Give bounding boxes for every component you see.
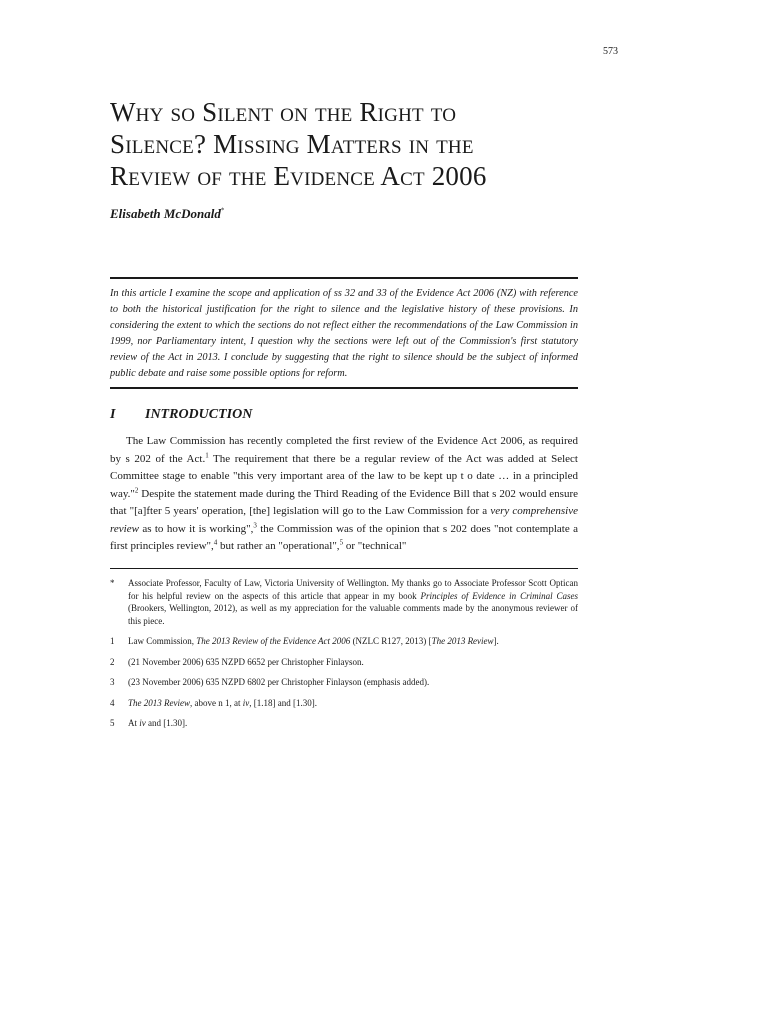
footnote-italic: The 2013 Review [128, 697, 190, 708]
title-line: Silence? Missing Matters in the [110, 129, 474, 159]
body-text: but rather an "operational", [217, 540, 340, 552]
title-line: Why so Silent on the Right to [110, 97, 457, 127]
section-heading [110, 407, 578, 423]
footnote-ref[interactable]: 3 [253, 520, 257, 529]
footnote-2 [110, 656, 578, 669]
abstract-box [110, 277, 578, 389]
body-paragraph [110, 433, 578, 556]
footnote-text: , above n 1, at [190, 697, 243, 708]
footnote-italic: The 2013 Review [431, 636, 494, 646]
footnote-mark: 2 [110, 656, 115, 667]
body-text: Despite the statement made during the Third Reading of the Evidence Bill that s 202 would ensure that "[a]fter 5 years' operation, [the] legislation will go to the Law Commission for a [110, 487, 578, 517]
footnote-mark: 1 [110, 636, 115, 646]
footnote-ref[interactable]: 2 [134, 485, 139, 494]
body-text: as to how it is working", [138, 522, 254, 535]
footnote-text: and [1.30]. [145, 718, 188, 728]
footnote-mark: 4 [110, 697, 115, 708]
footnote-4 [110, 697, 578, 710]
footnote-text: (Brookers, Wellington, 2012), as well as my appreciation for the valuable comments made by the anonymous reviewer of this piece. [128, 603, 578, 626]
footnote-3 [110, 676, 578, 689]
footnote-divider [110, 568, 578, 569]
footnote-text: At [128, 718, 140, 728]
footnote-1 [110, 635, 578, 648]
footnote-text: (23 November 2006) 635 NZPD 6802 per Christopher Finlayson (emphasis added). [128, 677, 430, 687]
footnote-text: (21 November 2006) 635 NZPD 6652 per Christopher Finlayson. [128, 656, 364, 667]
section-title: INTRODUCTION [145, 407, 253, 422]
footnote-text: Law Commission, [128, 636, 197, 646]
footnote-italic: iv [242, 697, 250, 708]
footnote-italic: iv [139, 718, 146, 728]
footnote-mark: 3 [110, 677, 115, 687]
body-text: the Commission was of the opinion that s 202 does "not contemplate a first principles review", [110, 522, 578, 552]
footnote-text: , [1.18] and [1.30]. [249, 697, 317, 708]
author-footnote-marker[interactable]: * [220, 206, 225, 215]
footnote-italic: The 2013 Review of the Evidence Act 2006 [196, 636, 351, 646]
body-text: or "technical" [343, 540, 407, 552]
footnote-italic: Principles of Evidence in Criminal Cases [420, 590, 579, 601]
page-number: 573 [603, 46, 618, 57]
author [110, 206, 224, 222]
footnote-5 [110, 717, 578, 730]
footnote-text: Associate Professor, Faculty of Law, Victoria University of Wellington. My thanks go to Associate Professor Scott Optican for his helpful review on the aspects of this article that appear in my book [128, 578, 578, 601]
footnotes [110, 577, 578, 738]
emphasis-text: very comprehensive review [110, 505, 578, 535]
footnote-mark: 5 [110, 718, 115, 728]
footnote-ref[interactable]: 1 [205, 450, 209, 459]
title-line: Review of the Evidence Act 2006 [110, 161, 487, 191]
section-number: I [110, 407, 116, 422]
body-text: The requirement that there be a regular review of the Act was added at Select Committee stage to enable "this very important area of the law to be kept up t o date … in a principled way." [110, 452, 578, 500]
footnote-text: (NZLC R127, 2013) [ [350, 636, 432, 646]
article-title [110, 96, 580, 192]
abstract: In this article I examine the scope and application of ss 32 and 33 of the Evidence Act 2006 (NZ) with reference to both the historical justification for the right to silence and the legislative history of these provisions. In considering the extent to which the sections do not reflect either the recommendations of the Law Commission in 1999, nor Parliamentary intent, I question why the sections were left out of the Commission's first statutory review of the Act in 2013. I conclude by suggesting that the right to silence should be the subject of informed public debate and raise some possible options for reform. [110, 288, 578, 379]
footnote-ref[interactable]: 5 [339, 538, 344, 547]
author-name: Elisabeth McDonald [110, 206, 221, 221]
body-text: The Law Commission has recently completed the first review of the Evidence Act 2006, as required by s 202 of the Act. [110, 435, 578, 465]
footnote-star [110, 577, 578, 627]
footnote-text: ]. [493, 636, 499, 646]
footnote-mark: * [110, 578, 115, 588]
footnote-ref[interactable]: 4 [213, 538, 218, 547]
